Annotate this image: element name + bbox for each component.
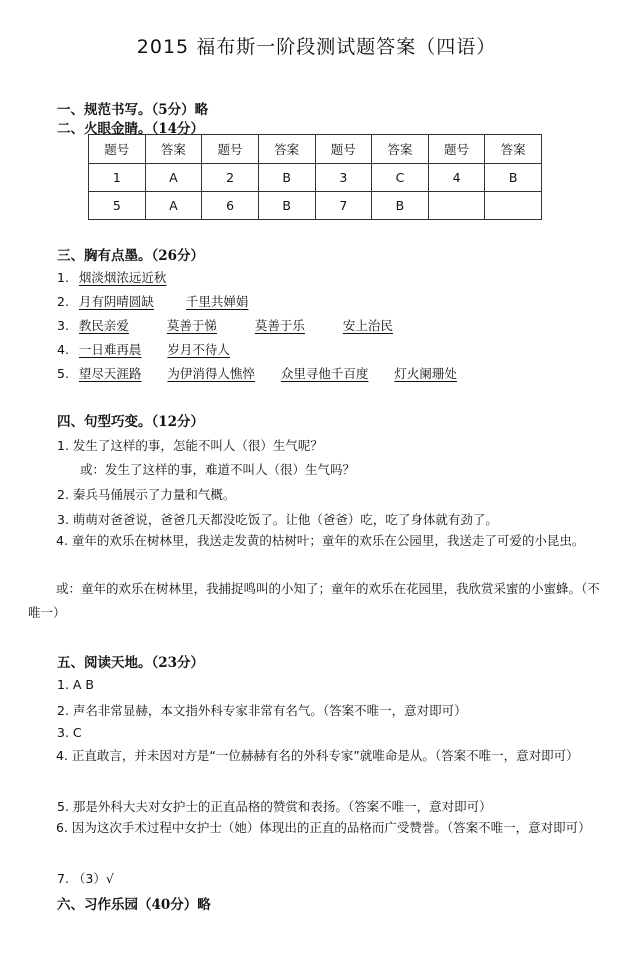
section-6-heading: 六、习作乐园（40分）略: [57, 897, 211, 913]
item-number: 2.: [57, 294, 69, 309]
answer-line: 1. 发生了这样的事，怎能不叫人（很）生气呢？: [57, 438, 323, 453]
table-cell: B: [485, 164, 542, 192]
fill-answer: 灯火阑珊处: [394, 366, 457, 381]
fill-item-4: [57, 340, 230, 358]
table-header-cell: 题号: [315, 135, 372, 164]
table-header-cell: 答案: [372, 135, 429, 164]
table-cell: 7: [315, 192, 372, 220]
answer-paragraph: 或：童年的欢乐在树林里，我捕捉鸣叫的小知了；童年的欢乐在花园里，我欣赏采蜜的小蜜蜂。（不唯一）: [28, 581, 600, 620]
table-header-row: [89, 135, 542, 164]
table-cell: B: [372, 192, 429, 220]
table-cell: C: [372, 164, 429, 192]
item-number: 3.: [57, 318, 69, 333]
fill-answer: 莫善于乐: [254, 318, 305, 333]
answer-paragraph: 4. 童年的欢乐在树林里，我送走发黄的枯树叶；童年的欢乐在公园里，我送走了可爱的小昆虫。: [56, 533, 585, 548]
table-cell: [428, 192, 485, 220]
fill-item-1: [57, 268, 166, 286]
answer-table: [88, 134, 542, 220]
item-number: 1.: [57, 270, 69, 285]
table-cell: 4: [428, 164, 485, 192]
table-header-cell: 题号: [428, 135, 485, 164]
answer-line: 2. 秦兵马俑展示了力量和气概。: [57, 487, 236, 502]
fill-answer: 千里共婵娟: [185, 294, 249, 309]
fill-answer: 烟淡烟浓远近秋: [78, 270, 167, 285]
table-cell: 2: [202, 164, 259, 192]
fill-answer: 月有阴晴圆缺: [78, 294, 154, 309]
table-cell: B: [258, 164, 315, 192]
table-header-cell: 答案: [485, 135, 542, 164]
section-5-heading: 五、阅读天地。（23分）: [57, 655, 205, 671]
section-3-heading: 三、胸有点墨。（26分）: [57, 248, 205, 264]
fill-answer: 岁月不待人: [167, 342, 230, 357]
table-cell: 5: [89, 192, 146, 220]
table-cell: [485, 192, 542, 220]
answer-line: 2. 声名非常显赫，本文指外科专家非常有名气。（答案不唯一，意对即可）: [57, 703, 467, 718]
section-4-heading: 四、句型巧变。（12分）: [57, 414, 205, 430]
fill-item-5: [57, 364, 457, 382]
answer-line: 3. 萌萌对爸爸说，爸爸几天都没吃饭了。让他（爸爸）吃，吃了身体就有劲了。: [57, 512, 498, 527]
answer-line: 7. （3）√: [57, 871, 114, 886]
table-cell: 1: [89, 164, 146, 192]
fill-answer: 一日难再晨: [78, 342, 142, 357]
fill-answer: 为伊消得人憔悴: [167, 366, 255, 381]
table-cell: A: [145, 192, 202, 220]
table-cell: A: [145, 164, 202, 192]
table-cell: B: [258, 192, 315, 220]
answer-line: 或：发生了这样的事，难道不叫人（很）生气吗？: [80, 462, 356, 477]
answer-line: 1. A B: [57, 677, 94, 692]
item-number: 5.: [57, 366, 69, 381]
table-header-cell: 答案: [258, 135, 315, 164]
page-title: 2015 福布斯一阶段测试题答案（四语）: [136, 36, 497, 58]
fill-answer: 望尽天涯路: [78, 366, 142, 381]
fill-answer: 莫善于悌: [166, 318, 217, 333]
fill-answer: 众里寻他千百度: [280, 366, 369, 381]
table-cell: 3: [315, 164, 372, 192]
table-row: [89, 192, 542, 220]
answer-line: 3. C: [57, 725, 82, 740]
item-number: 4.: [57, 342, 69, 357]
table-header-cell: 答案: [145, 135, 202, 164]
fill-answer: 安上治民: [342, 318, 393, 333]
answer-paragraph: 4. 正直敢言，并未因对方是“一位赫赫有名的外科专家”就唯命是从。（答案不唯一，意对即可）: [56, 748, 579, 763]
section-1-heading: 一、规范书写。（5分）略: [57, 102, 209, 118]
fill-item-2: [57, 292, 248, 310]
table-header-cell: 题号: [89, 135, 146, 164]
table-header-cell: 题号: [202, 135, 259, 164]
table-cell: 6: [202, 192, 259, 220]
fill-answer: 教民亲爱: [78, 318, 129, 333]
answer-paragraph: 6. 因为这次手术过程中女护士（她）体现出的正直的品格而广受赞誉。（答案不唯一，意对即可）: [56, 820, 591, 835]
section-2-heading: 二、火眼金睛。（14分）: [57, 121, 205, 137]
answer-line: 5. 那是外科大夫对女护士的正直品格的赞赏和表扬。（答案不唯一，意对即可）: [57, 799, 492, 814]
table-row: [89, 164, 542, 192]
fill-item-3: [57, 316, 393, 334]
